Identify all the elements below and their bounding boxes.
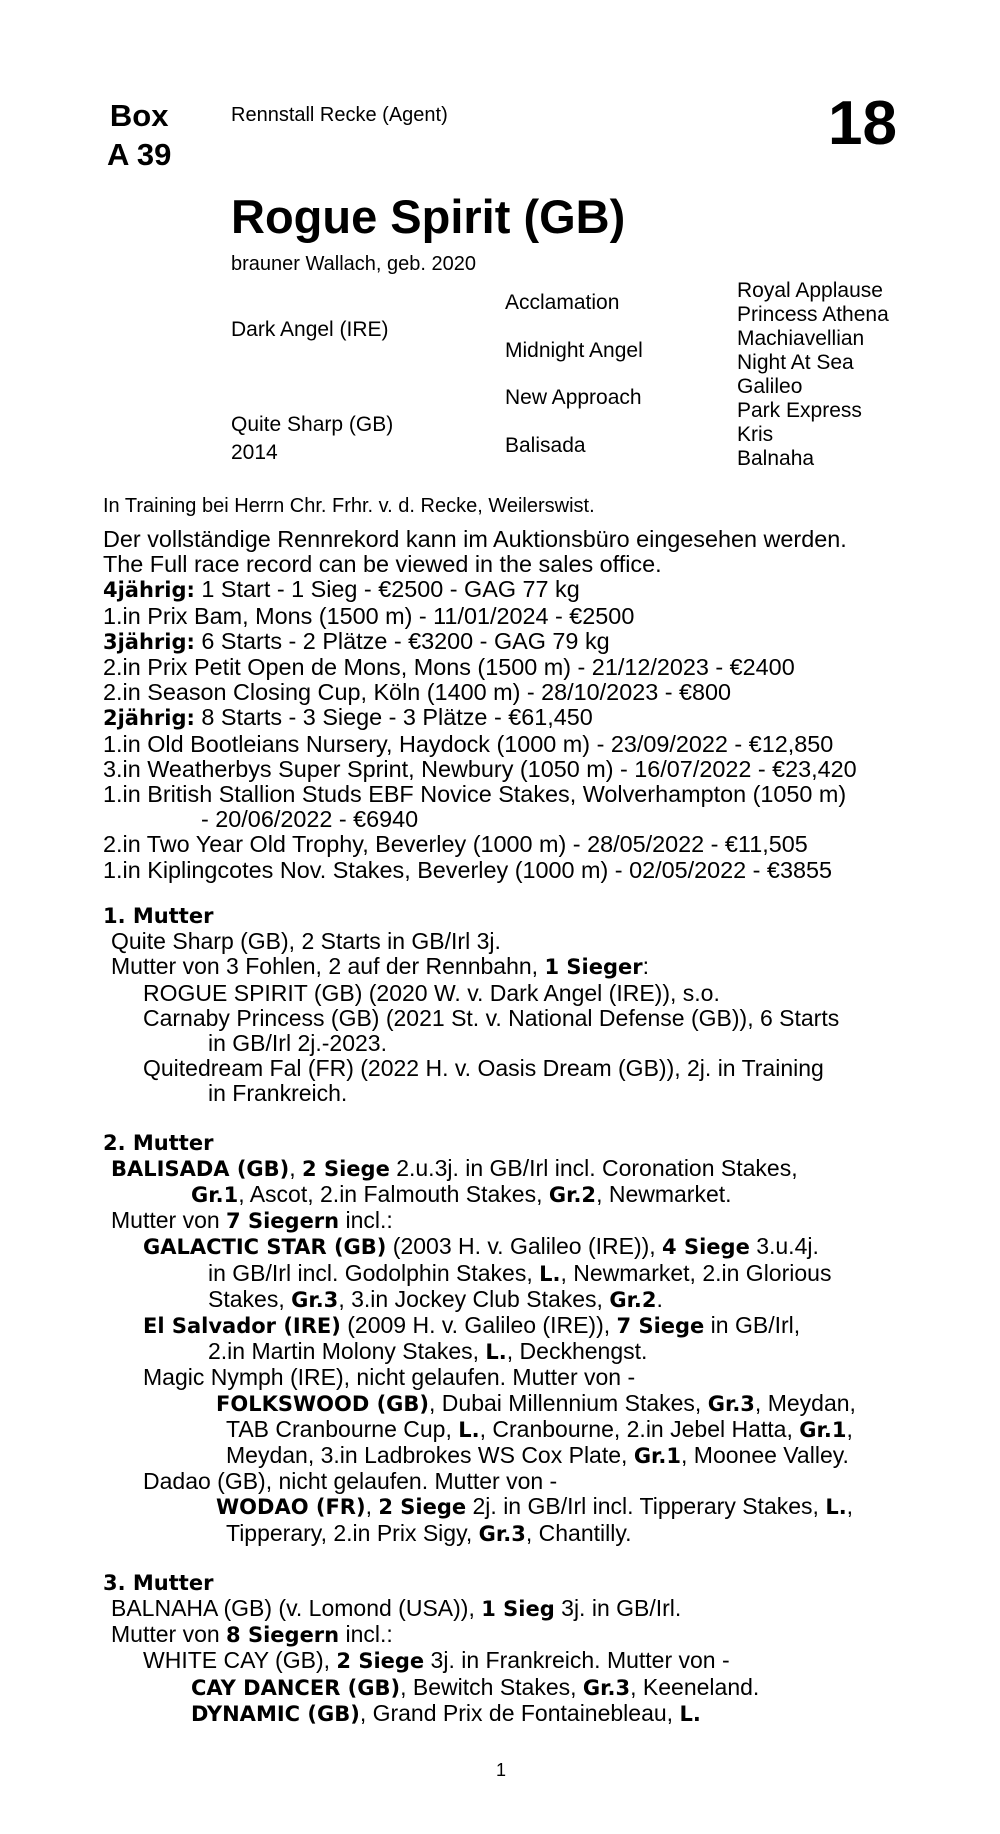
pedigree-sire-sire: Acclamation — [505, 291, 620, 314]
dam2-line — [103, 1156, 983, 1182]
pedigree-gen3-6: Park Express — [737, 399, 862, 422]
listed: L. — [458, 1417, 480, 1442]
dam1-produce — [103, 954, 983, 980]
foal-entry-cont: in GB/Irl 2j.-2023. — [208, 1030, 387, 1057]
text: , Keeneland. — [630, 1673, 760, 1700]
text: WHITE CAY (GB), — [143, 1647, 337, 1674]
wins: 2 Siege — [378, 1495, 467, 1520]
age2-label: 2jährig: — [103, 706, 195, 731]
record-line: 1.in Kiplingcotes Nov. Stakes, Beverley (1000 m) - 02/05/2022 - €3855 — [103, 856, 832, 883]
text: , — [365, 1493, 379, 1520]
age4-summary: 1 Start - 1 Sieg - €2500 - GAG 77 kg — [194, 576, 580, 603]
text: , — [846, 1493, 854, 1520]
dam2-heading: 2. Mutter — [103, 1130, 214, 1155]
text: 2.u.3j. in GB/Irl incl. Coronation Stakes, — [389, 1154, 798, 1181]
pedigree-gen3-3: Machiavellian — [737, 327, 865, 350]
grandfoal-entry-cont — [103, 1521, 983, 1547]
foal-entry-cont: in Frankreich. — [208, 1080, 348, 1107]
text: 3.u.4j. — [749, 1233, 819, 1260]
text: incl.: — [339, 1621, 393, 1648]
text: Mutter von — [111, 1621, 227, 1648]
grandfoal-entry — [103, 1494, 983, 1520]
dam1-heading: 1. Mutter — [103, 904, 214, 928]
record-age4 — [103, 577, 983, 603]
grade: Gr.2 — [609, 1287, 657, 1312]
wins: 7 Siege — [616, 1314, 705, 1339]
pedigree-dam-sire: New Approach — [505, 386, 642, 409]
text: 2.in Martin Molony Stakes, — [208, 1338, 486, 1365]
page-number: 1 — [496, 1760, 507, 1780]
pedigree-sire: Dark Angel (IRE) — [231, 318, 389, 341]
text: in GB/Irl incl. Godolphin Stakes, — [208, 1259, 540, 1286]
foal-entry — [103, 1648, 983, 1674]
foal-entry — [103, 1234, 983, 1260]
text: , — [289, 1154, 303, 1181]
foal-entry: Dadao (GB), nicht gelaufen. Mutter von - — [143, 1468, 558, 1495]
record-line: - 20/06/2022 - €6940 — [201, 806, 419, 833]
record-line: 3.in Weatherbys Super Sprint, Newbury (1050 m) - 16/07/2022 - €23,420 — [103, 755, 857, 782]
text: BALNAHA (GB) (v. Lomond (USA)), — [111, 1595, 482, 1622]
listed: L. — [539, 1261, 561, 1286]
pedigree-dam: Quite Sharp (GB) — [231, 413, 394, 436]
dam2-produce — [103, 1208, 983, 1234]
text: , Deckhengst. — [506, 1338, 648, 1365]
foal-name: FOLKSWOOD (GB) — [216, 1391, 430, 1416]
foal-name: El Salvador (IRE) — [143, 1314, 341, 1339]
listed: L. — [485, 1340, 507, 1365]
text: incl.: — [339, 1207, 393, 1234]
record-line: 1.in Old Bootleians Nursery, Haydock (1000 m) - 23/09/2022 - €12,850 — [103, 730, 834, 757]
grade: Gr.1 — [633, 1444, 682, 1469]
text: Meydan, 3.in Ladbrokes WS Cox Plate, — [226, 1442, 634, 1469]
grade: Gr.1 — [799, 1417, 847, 1442]
foal-entry: Quitedream Fal (FR) (2022 H. v. Oasis Dream (GB)), 2j. in Training — [143, 1055, 824, 1082]
wins: 2 Siege — [336, 1649, 425, 1674]
race-record — [103, 527, 983, 883]
dam-name: BALISADA (GB) — [111, 1156, 290, 1181]
grade: Gr.3 — [291, 1287, 339, 1312]
grandfoal-entry — [103, 1675, 983, 1701]
winner-count: 1 Sieger — [544, 955, 643, 980]
text: Mutter von 3 Fohlen, 2 auf der Rennbahn, — [111, 953, 545, 980]
pedigree-gen3-1: Royal Applause — [737, 279, 883, 302]
dam-lines — [103, 904, 983, 1727]
horse-description: brauner Wallach, geb. 2020 — [231, 253, 476, 275]
lot-number: 18 — [828, 89, 897, 158]
grandfoal-entry — [103, 1701, 983, 1727]
text: , — [846, 1415, 853, 1442]
wins: 4 Siege — [662, 1235, 750, 1260]
grade: Gr.1 — [191, 1183, 239, 1208]
text: Mutter von — [111, 1207, 227, 1234]
box-number: A 39 — [107, 137, 172, 172]
age4-label: 4jährig: — [103, 578, 195, 603]
text: , Bewitch Stakes, — [400, 1673, 583, 1700]
pedigree-sire-dam: Midnight Angel — [505, 339, 643, 362]
text: , Meydan, — [754, 1389, 856, 1416]
text: Tipperary, 2.in Prix Sigy, — [226, 1519, 479, 1546]
winner-count: 8 Siegern — [226, 1623, 340, 1648]
training-info: In Training bei Herrn Chr. Frhr. v. d. Recke, Weilerswist. — [103, 495, 595, 517]
pedigree-gen3-2: Princess Athena — [737, 303, 889, 326]
record-line: 2.in Season Closing Cup, Köln (1400 m) - 28/10/2023 - €800 — [103, 679, 732, 706]
grandfoal-entry-cont — [103, 1417, 983, 1443]
foal-entry: Carnaby Princess (GB) (2021 St. v. National Defense (GB)), 6 Starts — [143, 1004, 840, 1031]
listed: L. — [679, 1701, 701, 1726]
dam3-line — [103, 1596, 983, 1622]
record-note-de: Der vollständige Rennrekord kann im Auktionsbüro eingesehen werden. — [103, 526, 847, 552]
text: 2j. in GB/Irl incl. Tipperary Stakes, — [466, 1493, 826, 1520]
age2-summary: 8 Starts - 3 Siege - 3 Plätze - €61,450 — [194, 704, 593, 731]
text: . — [656, 1285, 663, 1312]
foal-entry — [103, 1313, 983, 1339]
pedigree-gen3-8: Balnaha — [737, 447, 815, 470]
record-age3 — [103, 629, 983, 655]
listed: L. — [825, 1495, 847, 1520]
foal-entry: Magic Nymph (IRE), nicht gelaufen. Mutter von - — [143, 1364, 636, 1391]
text: TAB Cranbourne Cup, — [226, 1415, 459, 1442]
pedigree-dam-year: 2014 — [231, 441, 278, 464]
record-note-en: The Full race record can be viewed in the sales office. — [103, 551, 662, 578]
pedigree-gen3-7: Kris — [737, 423, 774, 446]
wins: 1 Sieg — [481, 1597, 555, 1622]
box-location — [107, 96, 171, 174]
age3-label: 3jährig: — [103, 629, 195, 654]
text: , Newmarket, 2.in Glorious — [560, 1259, 832, 1286]
grade: Gr.3 — [582, 1675, 631, 1700]
text: in GB/Irl, — [704, 1312, 801, 1339]
grade: Gr.2 — [548, 1183, 597, 1208]
grandfoal-entry-cont — [103, 1443, 983, 1469]
text: 3j. in Frankreich. Mutter von - — [424, 1647, 730, 1674]
age3-summary: 6 Starts - 2 Plätze - €3200 - GAG 79 kg — [194, 627, 610, 654]
foal-name: DYNAMIC (GB) — [191, 1701, 360, 1726]
record-line: 2.in Two Year Old Trophy, Beverley (1000 m) - 28/05/2022 - €11,505 — [103, 831, 808, 858]
dam1-line: Quite Sharp (GB), 2 Starts in GB/Irl 3j. — [111, 928, 501, 955]
foal-entry-cont — [103, 1339, 983, 1365]
foal-name: CAY DANCER (GB) — [191, 1675, 401, 1700]
text: , 3.in Jockey Club Stakes, — [338, 1285, 610, 1312]
text: , Ascot, 2.in Falmouth Stakes, — [238, 1181, 549, 1208]
foal-entry-cont — [103, 1261, 983, 1287]
text: Stakes, — [208, 1285, 292, 1312]
dam2-line-cont — [103, 1182, 983, 1208]
grade: Gr.3 — [707, 1391, 755, 1416]
horse-name: Rogue Spirit (GB) — [231, 190, 626, 243]
text: : — [642, 953, 649, 980]
pedigree-gen3-5: Galileo — [737, 375, 803, 398]
box-label: Box — [109, 98, 169, 133]
winner-count: 7 Siegern — [226, 1209, 340, 1234]
foal-entry-cont — [103, 1287, 983, 1313]
text: (2003 H. v. Galileo (IRE)), — [386, 1233, 663, 1260]
agent: Rennstall Recke (Agent) — [231, 104, 448, 126]
text: , Dubai Millennium Stakes, — [429, 1389, 708, 1416]
dam3-produce — [103, 1622, 983, 1648]
dam3-heading: 3. Mutter — [103, 1570, 214, 1595]
text: , Grand Prix de Fontainebleau, — [359, 1699, 680, 1726]
text: , Chantilly. — [525, 1519, 632, 1546]
grandfoal-entry — [103, 1391, 983, 1417]
record-line: 1.in British Stallion Studs EBF Novice Stakes, Wolverhampton (1050 m) — [103, 781, 847, 808]
foal-name: GALACTIC STAR (GB) — [143, 1235, 387, 1260]
record-age2 — [103, 705, 983, 731]
grade: Gr.3 — [478, 1521, 526, 1546]
record-line: 1.in Prix Bam, Mons (1500 m) - 11/01/2024 - €2500 — [103, 602, 635, 629]
pedigree-gen3-4: Night At Sea — [737, 351, 854, 374]
text: , Moonee Valley. — [681, 1442, 849, 1469]
text: , Cranbourne, 2.in Jebel Hatta, — [479, 1415, 800, 1442]
wins: 2 Siege — [302, 1156, 390, 1181]
text: (2009 H. v. Galileo (IRE)), — [340, 1312, 617, 1339]
pedigree-dam-dam: Balisada — [505, 434, 586, 457]
foal-entry: ROGUE SPIRIT (GB) (2020 W. v. Dark Angel (IRE)), s.o. — [143, 979, 720, 1006]
record-line: 2.in Prix Petit Open de Mons, Mons (1500 m) - 21/12/2023 - €2400 — [103, 654, 795, 681]
text: 3j. in GB/Irl. — [554, 1595, 682, 1622]
foal-name: WODAO (FR) — [216, 1495, 366, 1520]
text: , Newmarket. — [596, 1181, 732, 1208]
